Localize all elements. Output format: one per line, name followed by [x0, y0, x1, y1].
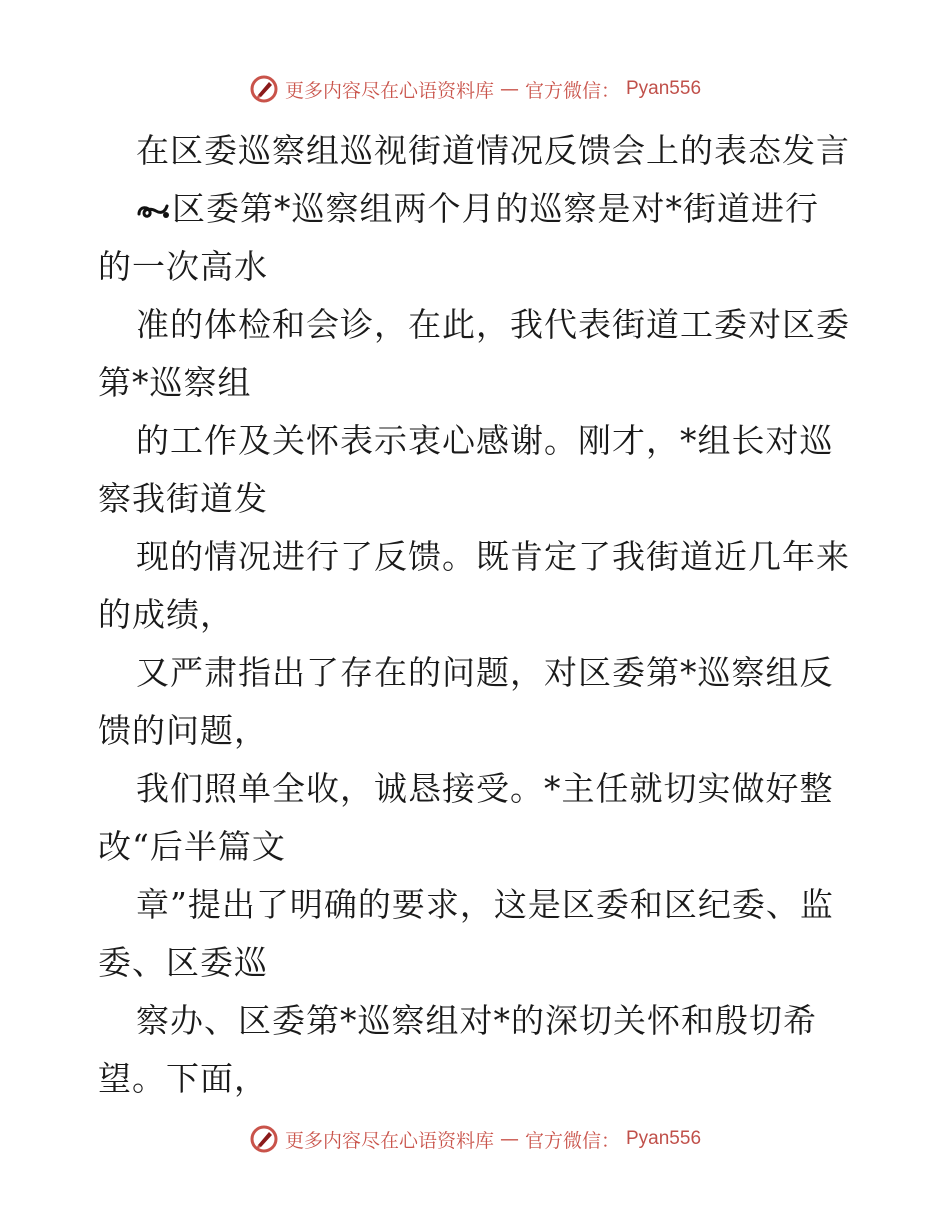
text-line: 第*巡察组	[98, 363, 252, 402]
text-line: 的成绩，	[98, 595, 234, 634]
watermark-separator: —	[499, 1128, 519, 1150]
watermark-wechat-id: Pyan556	[626, 1128, 702, 1149]
watermark-site-text: 更多内容尽在心语资料库	[284, 79, 494, 102]
pen-logo-icon	[249, 74, 279, 104]
watermark-wechat-id: Pyan556	[626, 78, 702, 99]
document-title: 在区委巡察组巡视街道情况反馈会上的表态发言	[136, 131, 850, 170]
text-line: 章”提出了明确的要求，这是区委和区纪委、监	[136, 885, 834, 924]
text-line: 望。下面，	[98, 1059, 268, 1098]
watermark-site-text: 更多内容尽在心语资料库	[284, 1129, 494, 1152]
text-line: 的一次高水	[98, 247, 268, 286]
watermark-separator: —	[499, 78, 519, 100]
text-line: 委、区委巡	[98, 943, 268, 982]
header-watermark	[0, 74, 950, 104]
text-line: 馈的问题，	[98, 711, 268, 750]
text-line: 又严肃指出了存在的问题，对区委第*巡察组反	[136, 653, 834, 692]
text-line	[98, 180, 858, 238]
pen-logo-icon	[249, 1124, 279, 1154]
text-line: 的工作及关怀表示衷心感谢。刚才，*组长对巡	[136, 421, 834, 460]
text-line: 准的体检和会诊，在此，我代表街道工委对区委	[136, 305, 850, 344]
text-line: 现的情况进行了反馈。既肯定了我街道近几年来	[136, 537, 850, 576]
watermark-wechat-label: 官方微信：	[524, 79, 620, 102]
text-line: 改“后半篇文	[98, 827, 286, 866]
text-line: 察办、区委第*巡察组对*的深切关怀和殷切希	[136, 1001, 817, 1040]
text-line: 察我街道发	[98, 479, 268, 518]
watermark-wechat-label: 官方微信：	[524, 1129, 620, 1152]
footer-watermark	[0, 1124, 950, 1154]
text-line: 我们照单全收，诚恳接受。*主任就切实做好整	[136, 769, 834, 808]
document-body	[98, 122, 858, 1108]
paragraph-text: 区委第*巡察组两个月的巡察是对*街道进行	[172, 189, 819, 228]
flourish-bullet-icon	[136, 182, 172, 206]
